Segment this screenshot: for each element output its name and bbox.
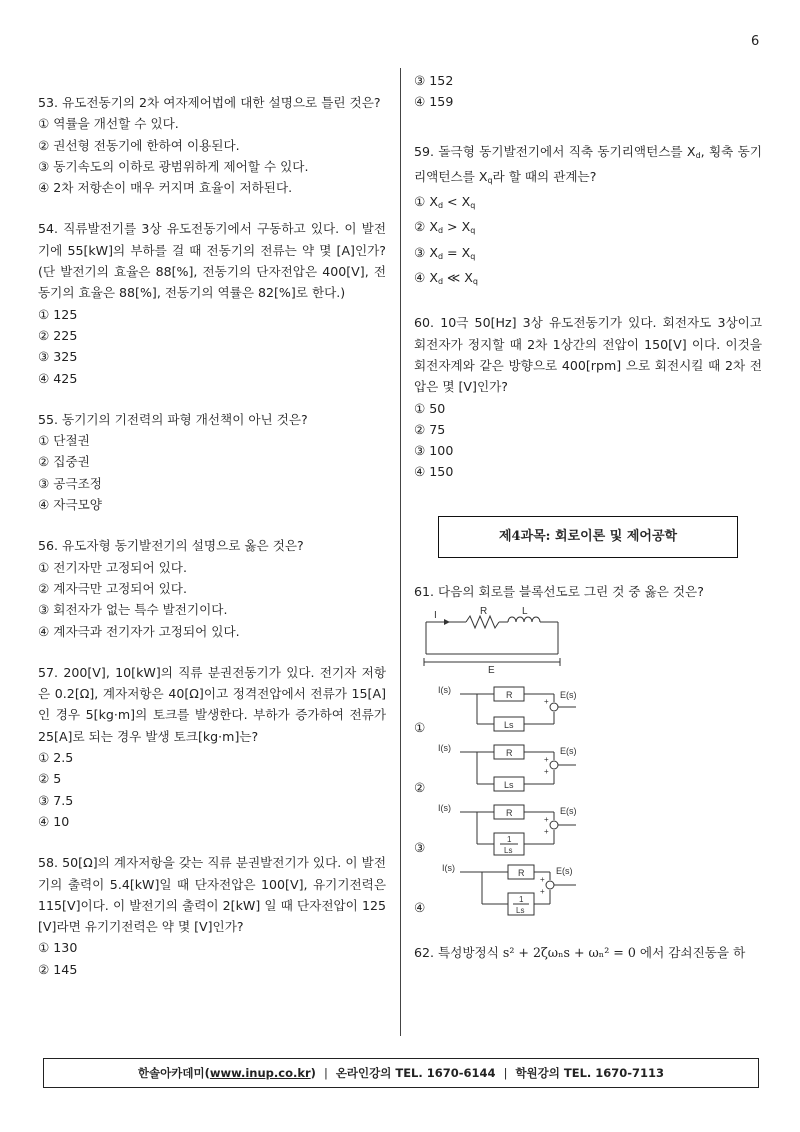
option: ① 50: [414, 400, 446, 416]
svg-text:+: +: [544, 755, 549, 765]
question-57: [38, 662, 386, 832]
question-61: [414, 581, 762, 920]
svg-text:+: +: [540, 875, 545, 885]
question-56: [38, 535, 386, 641]
option: ① 125: [38, 306, 78, 322]
option: ③ 100: [414, 443, 454, 459]
svg-text:E(s): E(s): [556, 866, 573, 877]
svg-text:E(s): E(s): [560, 690, 577, 701]
question-59: [414, 141, 762, 293]
svg-text:R: R: [518, 868, 525, 879]
svg-text:1: 1: [507, 835, 512, 845]
svg-text:+: +: [544, 767, 549, 777]
svg-text:+: +: [544, 827, 549, 837]
question-text: 60. 10극 50[Hz] 3상 유도전동기가 있다. 회전자도 3상이고 회전자가 정지할 때 2차 1상간의 전압이 150[V] 이다. 이것을 회전자계와 같은 방향으로 400[rpm] 으로 회전시킬 때 2차 전압은 몇 [V]인가?: [414, 315, 762, 395]
question-text: 61. 다음의 회로를 블록선도로 그린 것 중 옳은 것은?: [414, 583, 704, 599]
rl-circuit-diagram: [422, 606, 582, 677]
question-text: 57. 200[V], 10[kW]의 직류 분권전동기가 있다. 전기자 저항은 0.2[Ω], 계자저항은 40[Ω]이고 정격전압에서 전류가 15[A]인 경우 5[kg·m]의 토크를 발생한다. 부하가 증가하여 전류가 25[A]로 되는 경우 발생 토크[kg·m]는?: [38, 664, 386, 744]
option: ① 2.5: [38, 750, 74, 766]
circuit-label-e: E: [488, 665, 495, 677]
block-diagram-option-3: ③ I(s) R 1 Ls + + E(s): [414, 800, 762, 860]
footer-online-phone: 온라인강의 TEL. 1670-6144: [335, 1066, 496, 1080]
block-diagram: [432, 800, 612, 860]
option: ① 130: [38, 940, 78, 956]
svg-text:I(s): I(s): [442, 863, 455, 874]
option: ④ 2차 저항손이 매우 커지며 효율이 저하된다.: [38, 180, 293, 196]
svg-text:1: 1: [519, 895, 524, 905]
option: ① 단절권: [38, 433, 90, 449]
question-text: 58. 50[Ω]의 계자저항을 갖는 직류 분권발전기가 있다. 이 발전기의 출력이 5.4[kW]일 때 단자전압은 100[V], 유기기전력은 115[V]이다. 이 발전기의 출력이 2[kW] 일 때 단자전압이 125[V]라면 유기기전력은 약 몇 [V]인가?: [38, 855, 386, 935]
svg-text:I(s): I(s): [438, 743, 451, 754]
svg-text:I(s): I(s): [438, 803, 451, 814]
option: ① 역률을 개선할 수 있다.: [38, 116, 179, 132]
option: ③ 325: [38, 349, 78, 365]
option: ② 225: [38, 327, 78, 343]
footer-brand: 한솔아카데미(: [137, 1066, 210, 1080]
option: ④ 425: [38, 370, 78, 386]
option: ④ 10: [38, 813, 70, 829]
section-title: 제4과목: 회로이론 및 제어공학: [498, 529, 678, 545]
svg-text:Ls: Ls: [504, 720, 514, 731]
option: ② 권선형 전동기에 한하여 이용된다.: [38, 137, 240, 153]
svg-text:R: R: [506, 690, 513, 701]
option: ③ 공극조정: [38, 475, 102, 491]
block-diagram-option-4: ④ I(s) R 1 Ls + + E(s): [414, 860, 762, 920]
option: ④ 계자극과 전기자가 고정되어 있다.: [38, 623, 240, 639]
option: ④ 159: [414, 94, 454, 110]
block-diagram-option-1: ① I(s) R Ls + E(s): [414, 680, 762, 740]
option: ③ 152: [414, 73, 454, 88]
option: ① 전기자만 고정되어 있다.: [38, 559, 187, 575]
svg-text:E(s): E(s): [560, 746, 577, 757]
svg-text:+: +: [544, 815, 549, 825]
svg-text:Ls: Ls: [504, 846, 513, 856]
footer-offline-phone: 학원강의 TEL. 1670-7113: [515, 1066, 665, 1080]
question-text: 56. 유도자형 동기발전기의 설명으로 옳은 것은?: [38, 538, 304, 554]
option: ③ $X_d = X_q$: [414, 244, 476, 261]
option: ② 집중권: [38, 454, 90, 470]
question-62: [414, 942, 762, 963]
option: ④ 150: [414, 464, 454, 480]
svg-text:Ls: Ls: [516, 906, 525, 916]
left-column: [38, 92, 386, 980]
footer-url-link[interactable]: www.inup.co.kr: [209, 1066, 311, 1080]
question-53: [38, 92, 386, 198]
option: ② $X_d > X_q$: [414, 219, 476, 236]
option: ④ $X_d$ ≪ $X_q$: [414, 270, 478, 287]
svg-text:E(s): E(s): [560, 806, 577, 817]
question-60: [414, 312, 762, 482]
question-text: 59. 돌극형 동기발전기에서 직축 동기리액턴스를 $X_d$, 횡축 동기리액턴스를 $X_q$라 할 때의 관계는?: [414, 143, 762, 185]
footer-bar: 한솔아카데미( www.inup.co.kr ) | 온라인강의 TEL. 1670-6144 | 학원강의 TEL. 1670-7113: [43, 1058, 759, 1088]
option: ③ 동기속도의 이하로 광범위하게 제어할 수 있다.: [38, 158, 309, 174]
option: ② 계자극만 고정되어 있다.: [38, 580, 187, 596]
circuit-label-r: R: [480, 606, 488, 618]
column-divider: [400, 68, 401, 1036]
option: ④ 자극모양: [38, 497, 102, 513]
block-diagram: [432, 680, 612, 740]
option: ② 145: [38, 961, 78, 977]
circuit-label-l: L: [522, 606, 528, 618]
question-text: 55. 동기기의 기전력의 파형 개선책이 아닌 것은?: [38, 411, 308, 427]
question-text: 54. 직류발전기를 3상 유도전동기에서 구동하고 있다. 이 발전기에 55[kW]의 부하를 걸 때 전동기의 전류는 약 몇 [A]인가? (단 발전기의 효율은 88[%], 전동기의 단자전압은 400[V], 전동기의 효율은 88[%], 전동기의 역률은 82[%]로 한다.): [38, 221, 386, 301]
question-55: [38, 409, 386, 515]
block-diagram: [432, 860, 612, 920]
characteristic-equation: s² + 2ζωₙs + ωₙ² = 0: [502, 945, 636, 961]
option: ③ 7.5: [38, 792, 74, 808]
svg-text:Ls: Ls: [504, 780, 514, 791]
circuit-label-i: I: [434, 610, 437, 622]
block-diagram: [432, 740, 612, 800]
right-column: [414, 70, 762, 963]
svg-text:I(s): I(s): [438, 685, 451, 696]
option: ② 75: [414, 421, 446, 437]
question-54: [38, 218, 386, 388]
svg-text:R: R: [506, 748, 513, 759]
question-text: 62. 특성방정식 s² + 2ζωₙs + ωₙ² = 0 에서 감쇠진동을 하: [414, 945, 746, 961]
option: ① $X_d < X_q$: [414, 194, 476, 211]
block-diagram-option-2: ② I(s) R Ls + + E(s): [414, 740, 762, 800]
svg-text:+: +: [544, 697, 549, 707]
svg-text:R: R: [506, 808, 513, 819]
page-number: 6: [751, 34, 760, 49]
svg-text:+: +: [540, 887, 545, 897]
option: ③ 회전자가 없는 특수 발전기이다.: [38, 602, 228, 618]
question-58: [38, 852, 386, 980]
question-text: 53. 유도전동기의 2차 여자제어법에 대한 설명으로 틀린 것은?: [38, 95, 381, 110]
option: ② 5: [38, 771, 62, 787]
section-title-box: [438, 516, 738, 558]
